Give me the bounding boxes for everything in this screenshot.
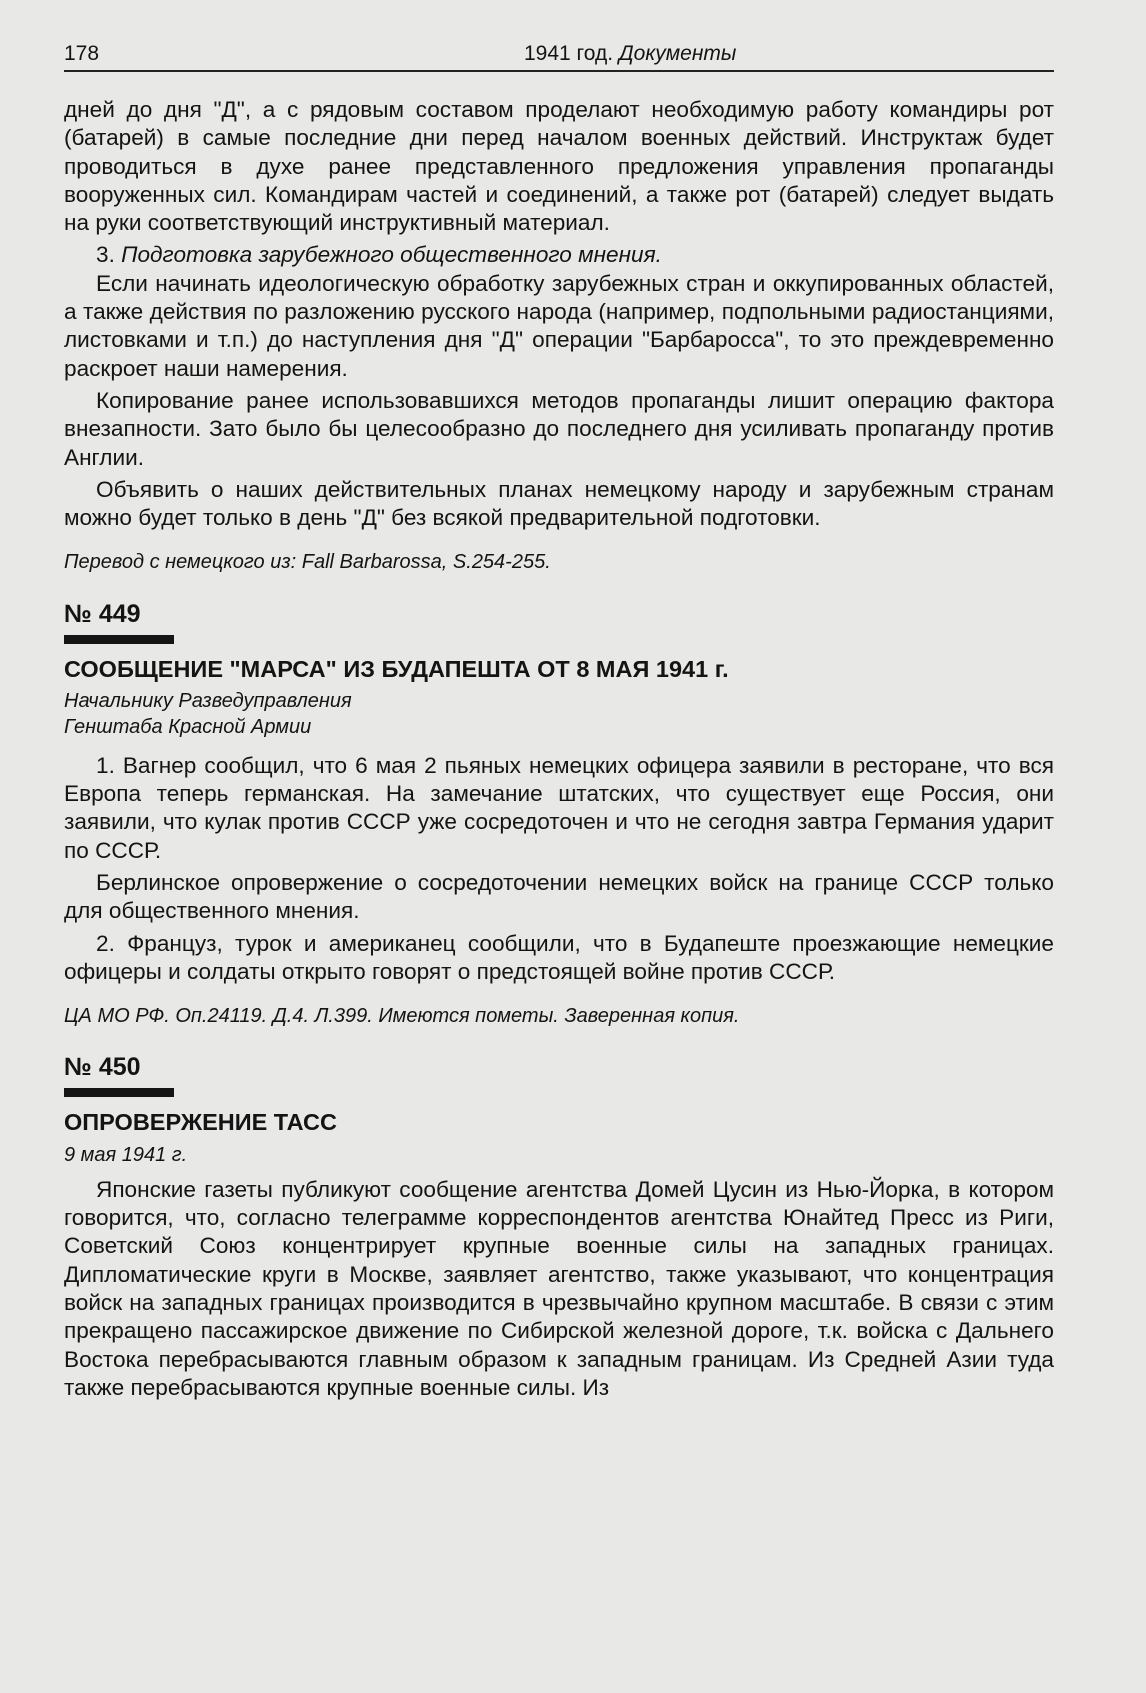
addressee [64, 688, 1054, 740]
paragraph: Берлинское опровержение о сосредоточении немецких войск на границе СССР только для общественного мнения. [64, 869, 1054, 924]
item-3-heading [64, 241, 1054, 269]
document-number-450: № 450 [64, 1053, 141, 1082]
paragraph: 1. Вагнер сообщил, что 6 мая 2 пьяных немецких офицера заявили в ресторане, что вся Европа теперь германская. На замечание штатских, что существует еще Россия, они заявили, что кулак против СССР уже сосредоточен и что не сегодня завтра Германия ударит по СССР. [64, 752, 1054, 863]
addressee-line: Начальнику Разведуправления [64, 689, 352, 712]
running-title [524, 42, 736, 66]
item-3-number: 3. [96, 242, 122, 268]
document-number-rule [64, 1088, 174, 1097]
document-number-449: № 449 [64, 599, 141, 628]
page-content [64, 96, 1054, 1402]
paragraph: Объявить о наших действительных планах немецкому народу и зарубежным странам можно будет только в день "Д" без всякой предварительной подготовки. [64, 476, 1054, 531]
addressee-line: Генштаба Красной Армии [64, 715, 312, 738]
document-date: 9 мая 1941 г. [64, 1144, 188, 1167]
item-3-title: Подготовка зарубежного общественного мнения. [121, 242, 662, 268]
paragraph: 2. Француз, турок и американец сообщили, что в Будапеште проезжающие немецкие офицеры и солдаты открыто говорят о предстоящей войне против СССР. [64, 930, 1054, 984]
page-number: 178 [64, 42, 100, 65]
paragraph: Японские газеты публикуют сообщение агентства Домей Цусин из Нью-Йорка, в котором говорится, что, согласно телеграмме корреспондентов агентства Юнайтед Пресс из Риги, Советский Союз концентрирует крупные военные силы на западных границах. Дипломатические круги в Москве, заявляет агентство, также указывают, что концентрация войск на западных границах производится в чрезвычайно крупном масштабе. В связи с этим прекращено пассажирское движение по Сибирской железной дороге, т.к. войска с Дальнего Востока перебрасываются главным образом к западным границам. Из Средней Азии туда также перебрасываются крупные военные силы. Из [64, 1176, 1054, 1400]
document-title-450: ОПРОВЕРЖЕНИЕ ТАСС [64, 1109, 338, 1136]
source-note: ЦА МО РФ. Оп.24119. Д.4. Л.399. Имеются пометы. Заверенная копия. [64, 1005, 740, 1028]
paragraph: Если начинать идеологическую обработку зарубежных стран и оккупированных областей, а также действия по разложению русского народа (например, подпольными радиостанциями, листовками и т.п.) до наступления дня "Д" операции "Барбаросса", то это преждевременно раскроет наши намерения. [64, 270, 1054, 381]
page-header [64, 40, 1054, 72]
running-title-italic: Документы [618, 42, 737, 65]
source-note: Перевод с немецкого из: Fall Barbarossa, S.254-255. [64, 551, 551, 574]
document-title-449: СООБЩЕНИЕ "МАРСА" ИЗ БУДАПЕШТА ОТ 8 МАЯ 1941 г. [64, 655, 729, 682]
paragraph: дней до дня "Д", а с рядовым составом проделают необходимую работу командиры рот (батарей) в самые последние дни перед началом военных действий. Инструктаж будет проводиться в духе ранее представленного предложения управления пропаганды вооруженных сил. Командирам частей и соединений, а также рот (батарей) следует выдать на руки соответствующий инструктивный материал. [64, 97, 1054, 236]
document-number-rule [64, 635, 174, 644]
paragraph: Копирование ранее использовавшихся методов пропаганды лишит операцию фактора внезапности. Зато было бы целесообразно до последнего дня усиливать пропаганду против Англии. [64, 387, 1054, 470]
running-title-prefix: 1941 год. [524, 42, 619, 65]
